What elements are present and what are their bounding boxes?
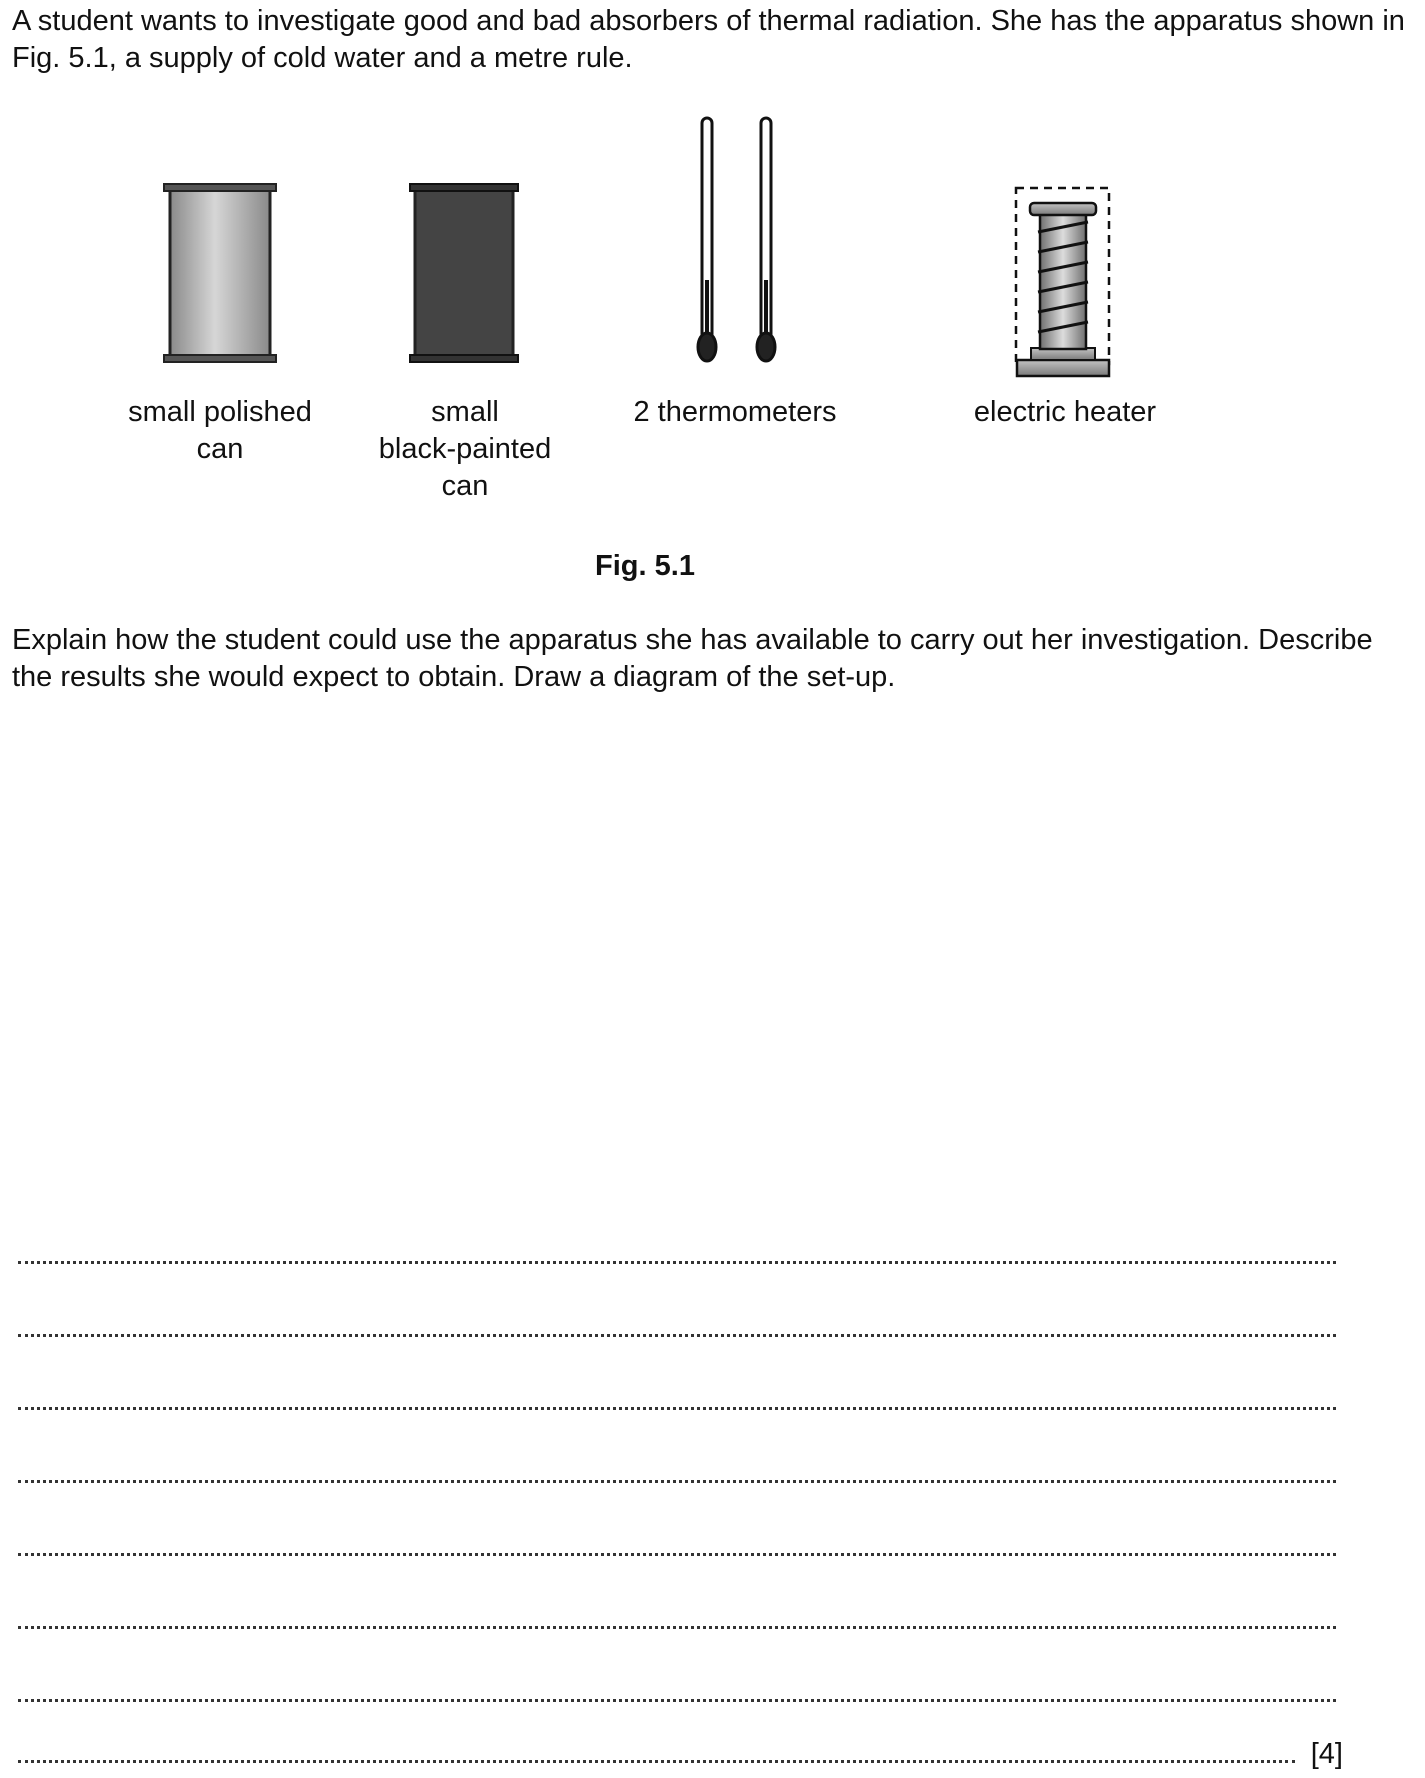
answer-line[interactable]	[18, 1553, 1336, 1556]
answer-line[interactable]	[18, 1261, 1336, 1264]
electric-heater-icon	[1016, 188, 1109, 376]
apparatus-figure	[0, 0, 1425, 560]
black-painted-can-icon	[410, 184, 518, 362]
polished-can-label: small polished can	[128, 396, 312, 465]
answer-line[interactable]	[18, 1626, 1336, 1629]
black-painted-can-label: small black-painted can	[378, 396, 552, 502]
electric-heater-label: electric heater	[973, 396, 1157, 428]
thermometer-icon	[698, 118, 716, 361]
answer-line[interactable]	[18, 1334, 1336, 1337]
answer-line[interactable]	[18, 1407, 1336, 1410]
thermometers-label: 2 thermometers	[633, 396, 837, 428]
thermometer-icon	[757, 118, 775, 361]
answer-line-final[interactable]	[18, 1736, 1343, 1772]
figure-caption: Fig. 5.1	[595, 550, 695, 582]
answer-line[interactable]	[18, 1699, 1336, 1702]
intro-paragraph: A student wants to investigate good and bad absorbers of thermal radiation. She has the apparatus shown in Fig. 5.1, a supply of cold water and a metre rule.	[12, 5, 1405, 74]
question-paragraph: Explain how the student could use the apparatus she has available to carry out her investigation. Describe the results she would expect to obtain. Draw a diagram of the set-up.	[12, 624, 1373, 693]
answer-line-dots	[18, 1760, 1295, 1763]
polished-can-icon	[164, 184, 276, 362]
marks-allocation: [4]	[1310, 1738, 1343, 1770]
answer-line[interactable]	[18, 1480, 1336, 1483]
